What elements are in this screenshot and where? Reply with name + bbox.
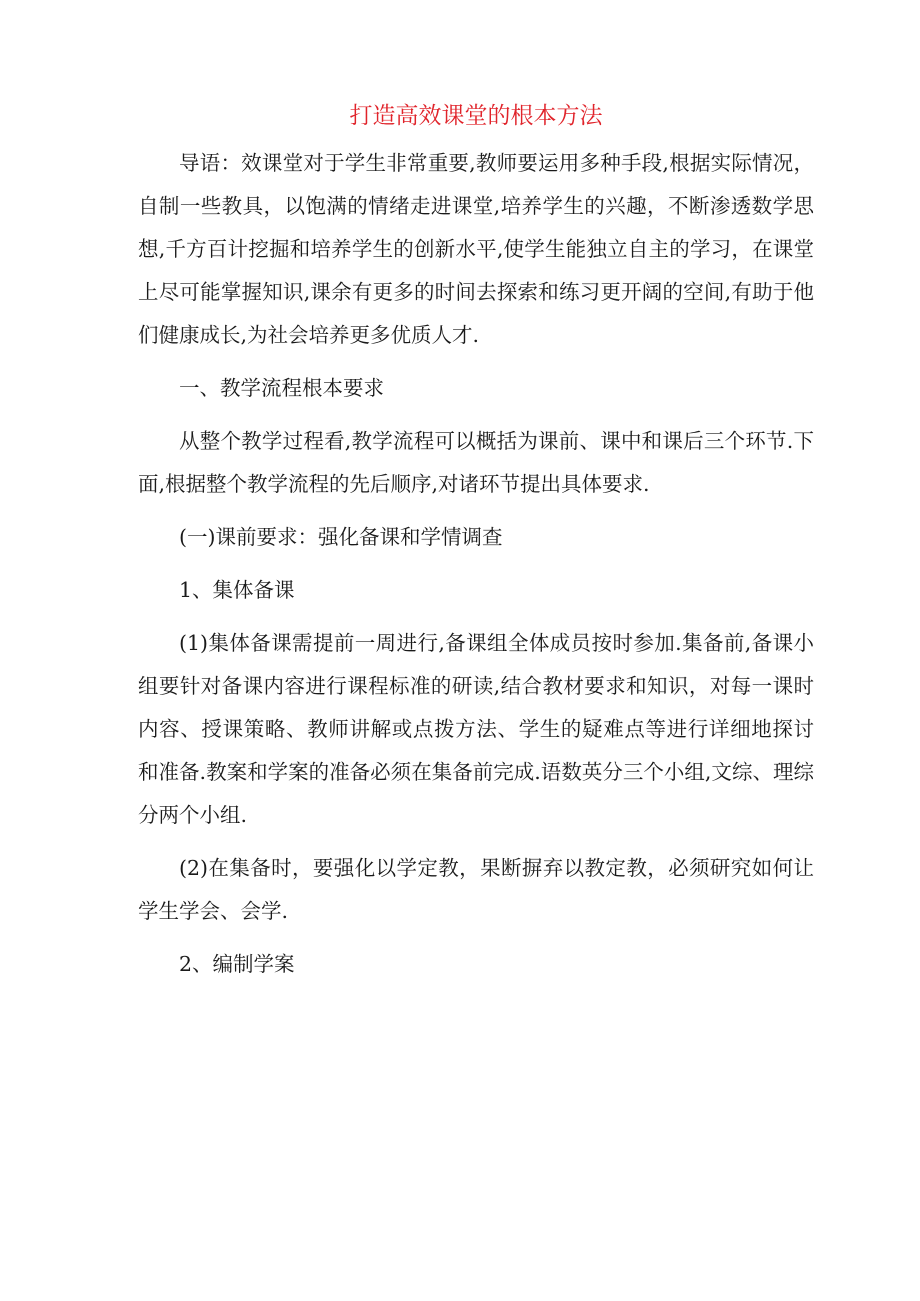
subsection-heading-pre-class: (一)课前要求：强化备课和学情调查 xyxy=(179,525,503,549)
item-heading-collective-prep: 1、集体备课 xyxy=(179,578,295,602)
collective-prep-paragraph-1: (1)集体备课需提前一周进行,备课组全体成员按时参加.集备前,备课小组要针对备课内容进行课程标准的研读,结合教材要求和知识，对每一课时内容、授课策略、教师讲解或点拨方法、学生的疑难点等进行详细地探讨和准备.教案和学案的准备必须在集备前完成.语数英分三个小组,文综、理综分两个小组. xyxy=(138,631,814,827)
intro-paragraph: 导语：效课堂对于学生非常重要,教师要运用多种手段,根据实际情况，自制一些教具，以饱满的情绪走进课堂,培养学生的兴趣，不断渗透数学思想,千方百计挖掘和培养学生的创新水平,使学生能独立自主的学习，在课堂上尽可能掌握知识,课余有更多的时间去探索和练习更开阔的空间,有助于他们健康成长,为社会培养更多优质人才. xyxy=(138,151,814,347)
collective-prep-paragraph-2: (2)在集备时，要强化以学定教，果断摒弃以教定教，必须研究如何让学生学会、会学. xyxy=(138,856,814,923)
document-title: 打造高效课堂的根本方法 xyxy=(349,103,603,129)
section-heading-1: 一、教学流程根本要求 xyxy=(179,376,384,400)
document-body xyxy=(138,142,814,986)
process-paragraph: 从整个教学过程看,教学流程可以概括为课前、课中和课后三个环节.下面,根据整个教学流程的先后顺序,对诸环节提出具体要求. xyxy=(138,429,814,496)
item-heading-study-plan: 2、编制学案 xyxy=(179,952,295,976)
